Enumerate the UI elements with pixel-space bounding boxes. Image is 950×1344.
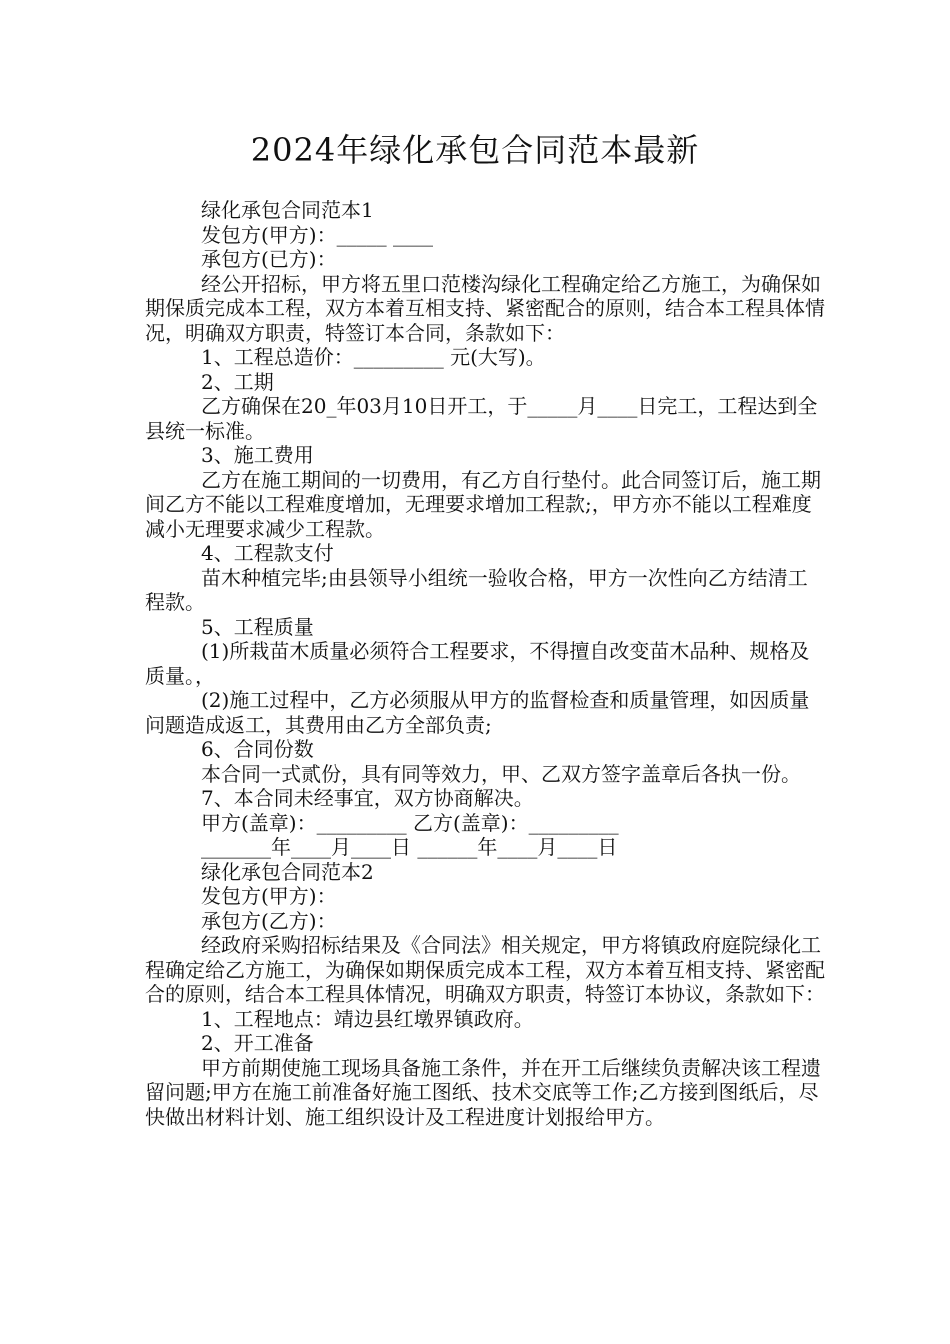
clause-text: 本合同一式贰份，具有同等效力，甲、乙双方签字盖章后各执一份。	[201, 761, 801, 786]
party-b-line: 承包方(乙方)：	[201, 908, 337, 933]
party-a-line: 发包方(甲方)：_____ ____	[201, 222, 433, 247]
intro-paragraph: 经公开招标，甲方将五里口范楼沟绿化工程确定给乙方施工，为确保如期保质完成本工程，双方本着互相支持、紧密配合的原则，结合本工程具体情况，明确双方职责，特签订本合同，条款如下：	[145, 271, 825, 345]
clause-text: (1)所栽苗木质量必须符合工程要求，不得擅自改变苗木品种、规格及质量。，	[145, 639, 810, 688]
clause-heading: 4、工程款支付	[201, 541, 334, 565]
clause-heading: 5、工程质量	[201, 614, 314, 639]
section-heading: 绿化承包合同范本1	[201, 198, 374, 222]
party-b-line: 承包方(已方)：	[201, 247, 337, 271]
clause-text: 甲方前期使施工现场具备施工条件，并在开工后继续负责解决该工程遗留问题;甲方在施工前准备好施工图纸、技术交底等工作;乙方接到图纸后，尽快做出材料计划、施工组织设计及工程进度计划报给甲方。	[145, 1055, 821, 1129]
clause-text: 乙方确保在20_年03月10日开工，于_____月____日完工，工程达到全县统一标准。	[145, 394, 818, 443]
intro-paragraph: 经政府采购招标结果及《合同法》相关规定，甲方将镇政府庭院绿化工程确定给乙方施工，为确保如期保质完成本工程，双方本着互相支持、紧密配合的原则，结合本工程具体情况，明确双方职责，特签订本协议，条款如下：	[145, 933, 825, 1006]
clause-heading: 3、施工费用	[201, 443, 314, 467]
clause-heading: 6、合同份数	[201, 737, 314, 761]
clause-text: 苗木种植完毕;由县领导小组统一验收合格，甲方一次性向乙方结清工程款。	[145, 565, 808, 614]
clause-text: (2)施工过程中，乙方必须服从甲方的监督检查和质量管理，如因质量问题造成返工，其费用由乙方全部负责;	[145, 688, 810, 737]
clause-heading: 2、开工准备	[201, 1031, 314, 1055]
clause-cost: 1、工程总造价：_________ 元(大写)。	[201, 345, 546, 369]
document-title: 2024年绿化承包合同范本最新	[250, 131, 700, 169]
party-a-line: 发包方(甲方)：	[201, 884, 337, 908]
clause-text: 7、本合同未经事宜，双方协商解决。	[201, 786, 534, 810]
clause-text: 1、工程地点：靖边县红墩界镇政府。	[201, 1006, 534, 1031]
clause-heading: 2、工期	[201, 369, 274, 394]
section-heading: 绿化承包合同范本2	[201, 859, 374, 884]
document-body	[145, 198, 825, 1129]
signature-line: 甲方(盖章)：_________ 乙方(盖章)：_________	[201, 810, 619, 835]
date-line: _______年____月____日 ______年____月____日	[201, 835, 618, 859]
clause-text: 乙方在施工期间的一切费用，有乙方自行垫付。此合同签订后，施工期间乙方不能以工程难度增加，无理要求增加工程款;，甲方亦不能以工程难度减小无理要求减少工程款。	[145, 467, 821, 541]
